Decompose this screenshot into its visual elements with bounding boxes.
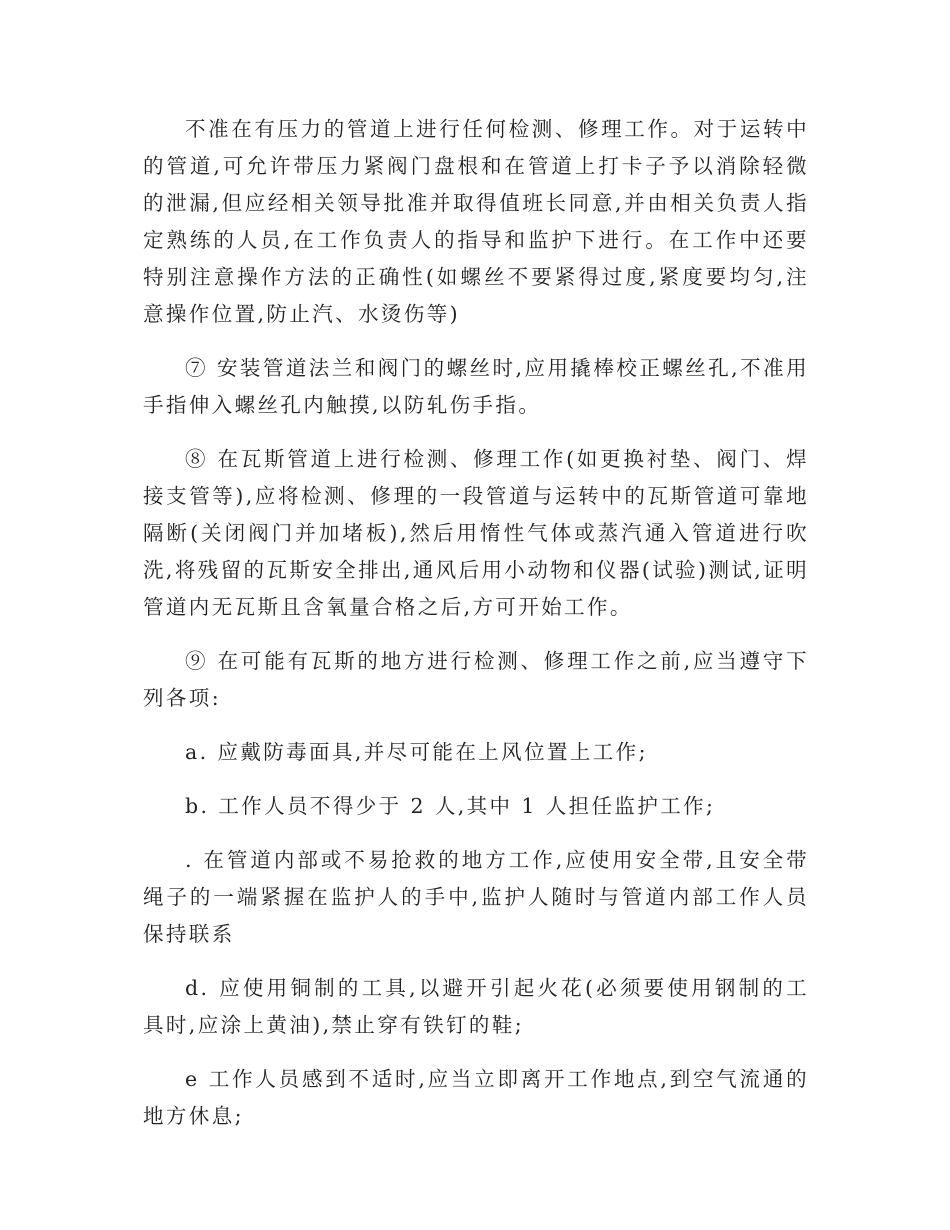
paragraph-item-8: ⑧ 在瓦斯管道上进行检测、修理工作(如更换衬垫、阀门、焊接支管等),应将检测、修理的一段管道与运转中的瓦斯管道可靠地隔断(关闭阀门并加堵板),然后用惰性气体或蒸汽通入管道进行吹洗,将残留的瓦斯安全排出,通风后用小动物和仪器(试验)测试,证明管道内无瓦斯且含氧量合格之后,方可开始工作。	[143, 447, 809, 619]
paragraph-item-9: ⑨ 在可能有瓦斯的地方进行检测、修理工作之前,应当遵守下列各项:	[143, 649, 809, 710]
paragraph-subitem-c: . 在管道内部或不易抢救的地方工作,应使用安全带,且安全带绳子的一端紧握在监护人的手中,监护人随时与管道内部工作人员保持联系	[143, 848, 809, 946]
paragraph-subitem-a: a. 应戴防毒面具,并尽可能在上风位置上工作;	[185, 740, 648, 764]
paragraph-subitem-d: d. 应使用铜制的工具,以避开引起火花(必须要使用钢制的工具时,应涂上黄油),禁止穿有铁钉的鞋;	[143, 976, 809, 1037]
paragraph-item-7: ⑦ 安装管道法兰和阀门的螺丝时,应用撬棒校正螺丝孔,不准用手指伸入螺丝孔内触摸,以防轧伤手指。	[143, 356, 809, 417]
paragraph-subitem-b: b. 工作人员不得少于 2 人,其中 1 人担任监护工作;	[185, 794, 716, 818]
paragraph-subitem-e: e 工作人员感到不适时,应当立即离开工作地点,到空气流通的地方休息;	[143, 1067, 809, 1128]
document-body	[143, 111, 809, 1152]
paragraph-pressure-pipe-rule: 不准在有压力的管道上进行任何检测、修理工作。对于运转中的管道,可允许带压力紧阀门盘根和在管道上打卡子予以消除轻微的泄漏,但应经相关领导批准并取得值班长同意,并由相关负责人指定熟练的人员,在工作负责人的指导和监护下进行。在工作中还要特别注意操作方法的正确性(如螺丝不要紧得过度,紧度要均匀,注意操作位置,防止汽、水烫伤等)	[143, 117, 809, 326]
